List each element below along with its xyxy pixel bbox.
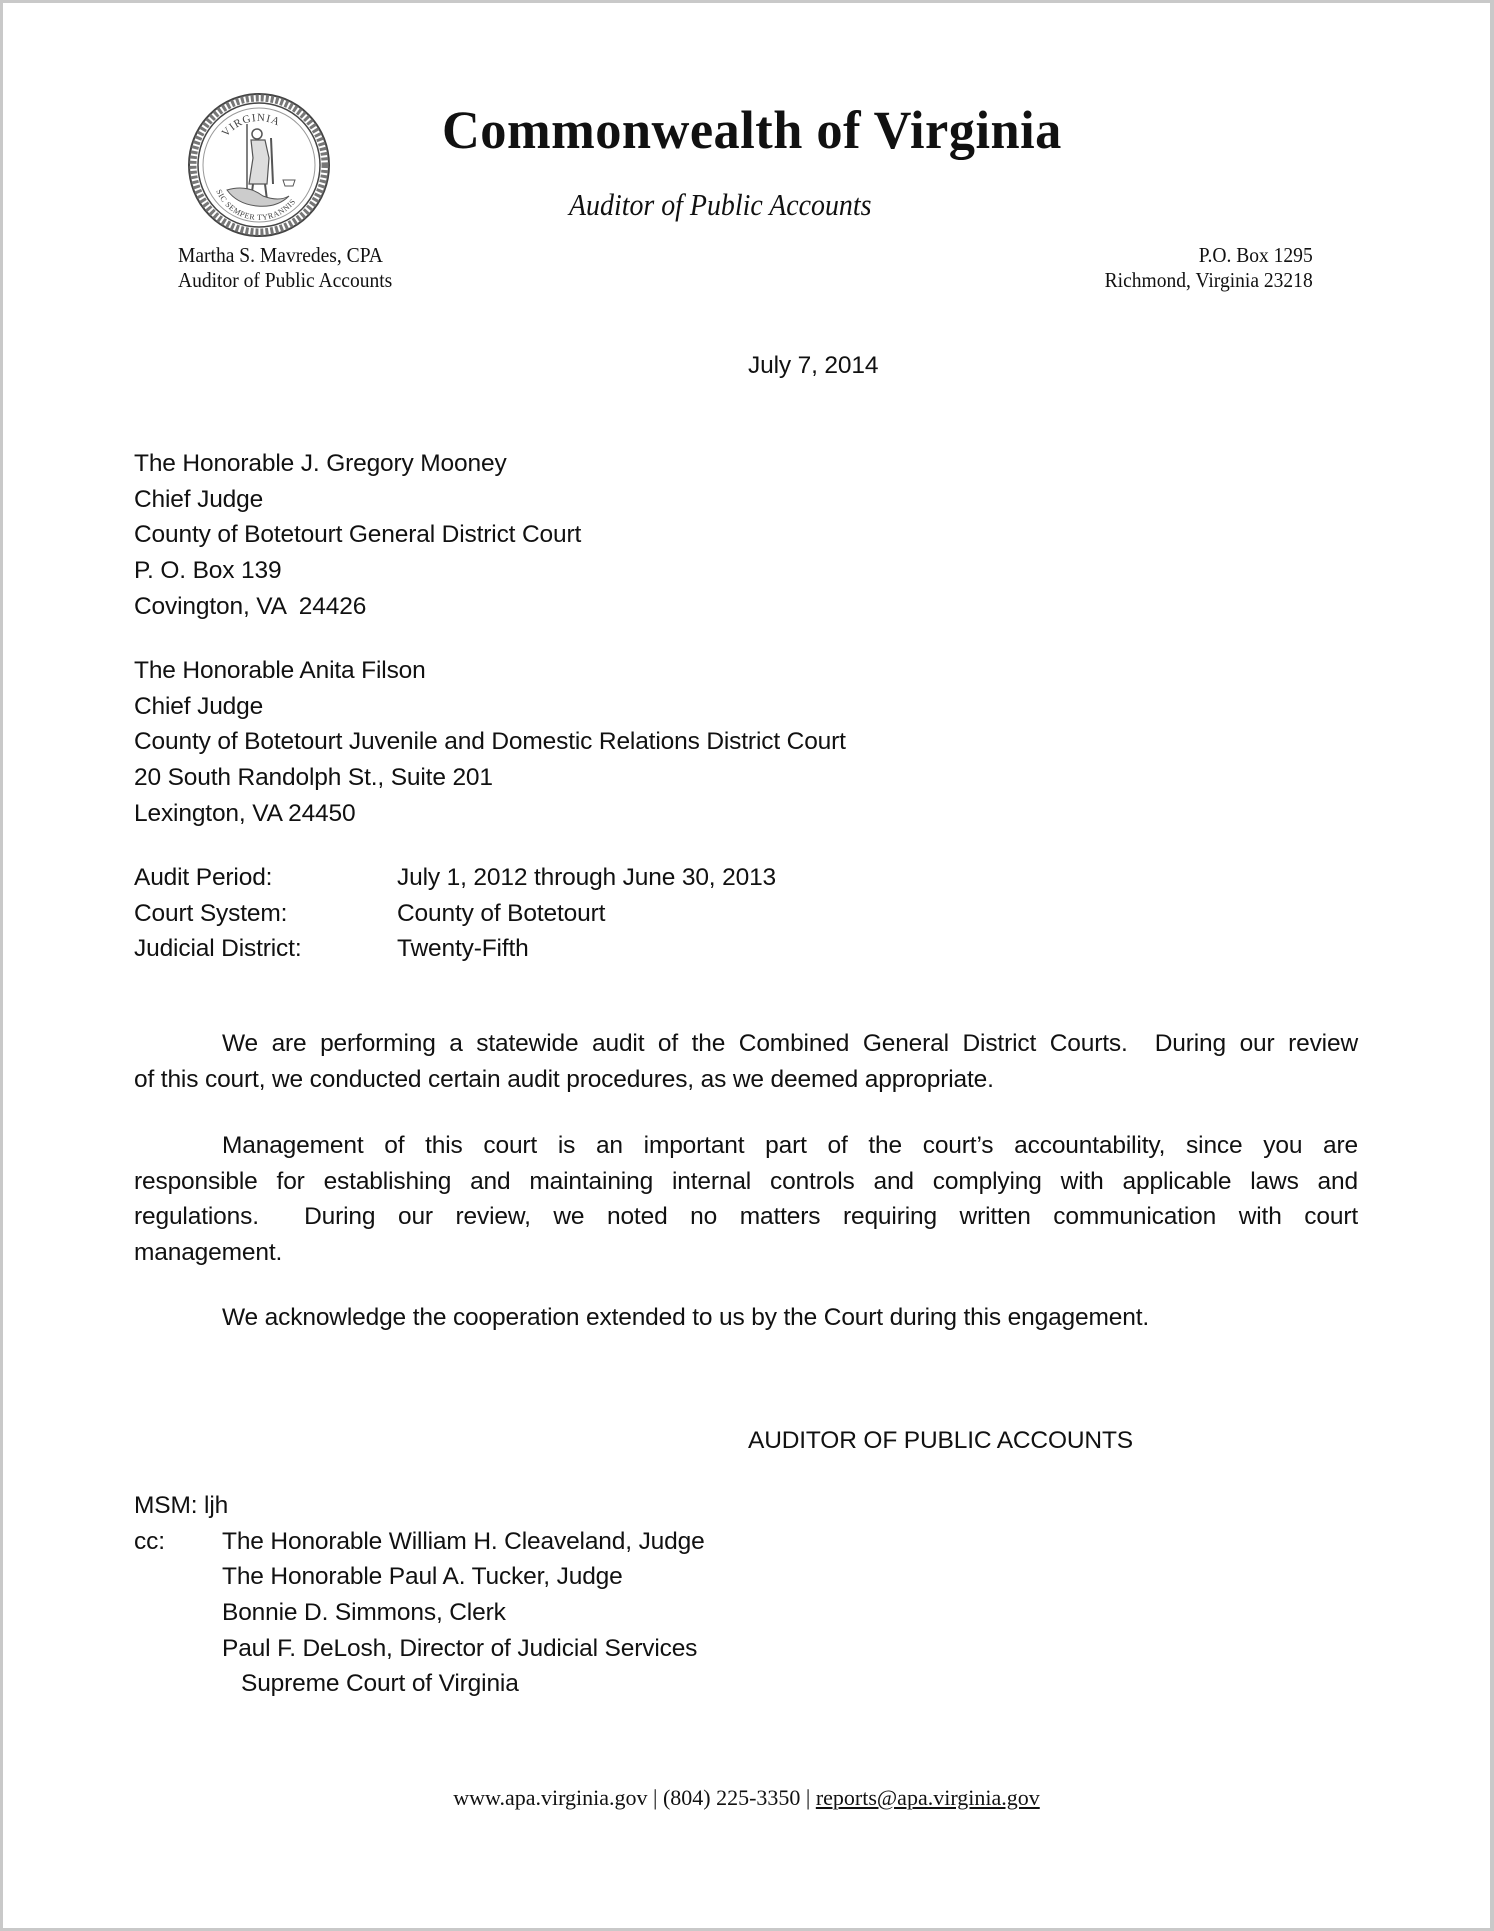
cc-row — [134, 1559, 1358, 1595]
cc-row — [134, 1595, 1358, 1631]
audit-info-row — [134, 860, 1358, 896]
addressee-line: County of Botetourt Juvenile and Domestic Relations District Court — [134, 728, 846, 756]
svg-text:VIRGINIA: VIRGINIA — [219, 111, 283, 140]
paragraph-line: regulations. During our review, we noted no matters requiring written communication with court — [134, 1203, 1358, 1231]
paragraph-line: Management of this court is an important part of the court’s accountability, since you are — [222, 1132, 1358, 1159]
paragraph-line: responsible for establishing and maintaining internal controls and complying with applicable laws and — [134, 1167, 1358, 1195]
auditor-title: Auditor of Public Accounts — [178, 268, 393, 292]
signature-block: AUDITOR OF PUBLIC ACCOUNTS — [748, 1427, 1133, 1454]
auditor-name-block — [178, 243, 392, 293]
footer-separator: | — [800, 1785, 816, 1810]
cc-recipient: Bonnie D. Simmons, Clerk — [222, 1599, 506, 1627]
cc-recipient: The Honorable Paul A. Tucker, Judge — [222, 1563, 623, 1591]
addressee-line: Chief Judge — [134, 485, 264, 513]
audit-info-row — [134, 931, 1358, 967]
addressee-line: County of Botetourt General District Court — [134, 521, 582, 549]
cc-recipient-organization: Supreme Court of Virginia — [241, 1670, 519, 1698]
court-system-value: County of Botetourt — [397, 899, 606, 927]
paragraph-3 — [134, 1300, 1358, 1336]
office-city: Richmond, Virginia 23218 — [1104, 268, 1313, 292]
paragraph-2 — [134, 1128, 1358, 1271]
judicial-district-value: Twenty-Fifth — [397, 935, 529, 963]
footer-phone: (804) 225-3350 — [662, 1785, 801, 1810]
audit-info-row — [134, 896, 1358, 932]
cc-recipient: Paul F. DeLosh, Director of Judicial Services — [222, 1634, 698, 1662]
addressee-line: Lexington, VA 24450 — [134, 799, 356, 827]
cc-row — [134, 1631, 1358, 1667]
addressee-line: The Honorable J. Gregory Mooney — [134, 450, 507, 477]
paragraph-line: We acknowledge the cooperation extended to us by the Court during this engagement. — [222, 1304, 1150, 1331]
judicial-district-label: Judicial District: — [134, 935, 302, 963]
addressee-line: Chief Judge — [134, 692, 264, 720]
footer-email-link[interactable]: reports@apa.virginia.gov — [815, 1785, 1040, 1810]
virginia-seal-icon — [187, 92, 331, 238]
paragraph-1 — [134, 1026, 1358, 1097]
letter-date: July 7, 2014 — [748, 352, 879, 379]
distribution-block — [134, 1488, 1358, 1702]
letter-footer — [3, 1787, 1490, 1809]
office-address-block — [1105, 243, 1313, 293]
audit-period-label: Audit Period: — [134, 864, 273, 891]
footer-website-link[interactable]: www.apa.virginia.gov — [453, 1785, 648, 1810]
addressee-line: The Honorable Anita Filson — [134, 657, 426, 684]
addressee-line: P. O. Box 139 — [134, 557, 282, 585]
cc-row — [134, 1524, 1358, 1560]
addressee-block-1 — [134, 446, 1358, 624]
addressee-line: 20 South Randolph St., Suite 201 — [134, 764, 493, 792]
audit-period-value: July 1, 2012 through June 30, 2013 — [397, 864, 777, 891]
svg-text:SIC SEMPER TYRANNIS: SIC SEMPER TYRANNIS — [214, 188, 298, 223]
letter-page — [3, 3, 1490, 1928]
court-system-label: Court System: — [134, 899, 288, 927]
addressee-line: Covington, VA 24426 — [134, 592, 367, 620]
letterhead-subtitle: Auditor of Public Accounts — [569, 187, 872, 222]
footer-separator: | — [647, 1785, 663, 1810]
auditor-name: Martha S. Mavredes, CPA — [178, 243, 383, 267]
paragraph-line: of this court, we conducted certain audit procedures, as we deemed appropriate. — [134, 1065, 994, 1093]
addressee-block-2 — [134, 653, 1358, 831]
cc-label: cc: — [134, 1527, 165, 1555]
paragraph-line: management. — [134, 1239, 283, 1267]
audit-info — [134, 860, 1358, 967]
cc-recipient: The Honorable William H. Cleaveland, Judge — [222, 1527, 705, 1555]
letterhead-title: Commonwealth of Virginia — [442, 100, 1062, 160]
paragraph-line: We are performing a statewide audit of the Combined General District Courts. During our review — [222, 1030, 1358, 1057]
office-po-box: P.O. Box 1295 — [1199, 243, 1313, 267]
reference-initials: MSM: ljh — [134, 1492, 229, 1519]
